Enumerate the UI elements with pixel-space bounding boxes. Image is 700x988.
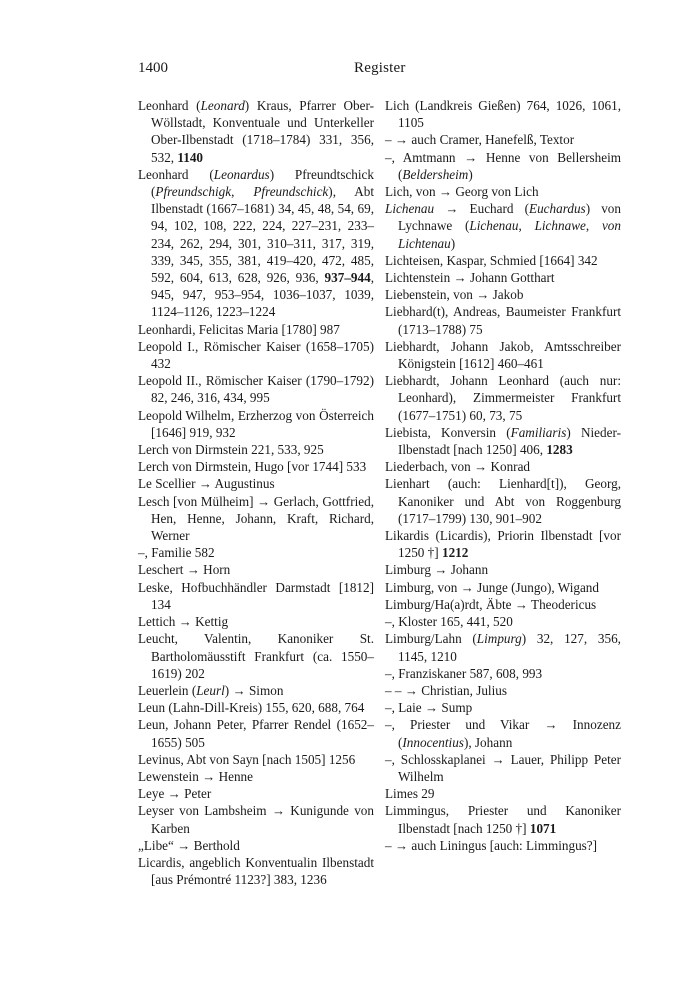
index-entry: Leye → Peter — [138, 786, 212, 802]
index-entry: Limburg, von → Junge (Jungo), Wigand — [385, 579, 599, 595]
index-entry: Likardis (Licardis), Priorin Ilbenstadt [vor 1250 †] 1212 — [385, 528, 621, 561]
index-entry: Leucht, Valentin, Kanoniker St. Bartholomäusstift Frankfurt (ca. 1550–1619) 202 — [138, 631, 374, 681]
index-entry: Liebista, Konversin (Familiaris) Nieder-Ilbenstadt [nach 1250] 406, 1283 — [385, 424, 621, 458]
index-entry: „Libe“ → Berthold — [138, 837, 240, 853]
index-entry: Leonhard (Leonardus) Pfreundtschick (Pfreundschigk, Pfreundschick), Abt Ilbenstadt (1667–1681) 34, 45, 48, 54, 69, 94, 102, 108, 222, 224, 227–231, 233–234, 262, 294, 301, 310–311, 317, 319, 339, 345, 355, 381, 419–420, 472, 485, 592, 604, 613, 628, 926, 936, 937–944, 945, 947, 953–954, 1036–1037, 1039, 1124–1126, 1223–1224 — [138, 166, 375, 320]
index-entry: –, Kloster 165, 441, 520 — [385, 614, 513, 630]
index-entry: Lerch von Dirmstein 221, 533, 925 — [138, 442, 324, 458]
index-entry: Leopold Wilhelm, Erzherzog von Österreich [1646] 919, 932 — [138, 407, 374, 440]
index-column-left — [138, 97, 374, 888]
index-entry: –, Schlosskaplanei → Lauer, Philipp Peter Wilhelm — [385, 751, 621, 784]
page-number: 1400 — [138, 60, 168, 76]
index-entry: Lichteisen, Kaspar, Schmied [1664] 342 — [385, 252, 598, 268]
index-entry: –, Priester und Vikar → Innozenz (Innocentius), Johann — [385, 717, 621, 750]
index-entry: –, Laie → Sump — [385, 700, 473, 716]
index-entry: Leonhard (Leonard) Kraus, Pfarrer Ober-Wöllstadt, Konventuale und Unterkeller Ober-Ilbenstadt (1718–1784) 331, 356, 532, 1140 — [138, 98, 375, 165]
index-entry: Leonhardi, Felicitas Maria [1780] 987 — [138, 321, 340, 337]
index-entry: Leopold I., Römischer Kaiser (1658–1705) 432 — [138, 338, 374, 372]
index-entry: Licardis, angeblich Konventualin Ilbenstadt [aus Prémontré 1123?] 383, 1236 — [138, 854, 374, 888]
index-entry: Lewenstein → Henne — [138, 768, 253, 784]
index-entry: Limmingus, Priester und Kanoniker Ilbenstadt [nach 1250 †] 1071 — [385, 803, 621, 836]
index-entry: Liebhardt, Johann Leonhard (auch nur: Leonhard), Zimmermeister Frankfurt (1677–1751) 60, 73, 75 — [385, 373, 621, 423]
index-entry: Lichtenstein → Johann Gotthart — [385, 270, 555, 286]
index-entry: – → auch Cramer, Hanefelß, Textor — [385, 132, 575, 148]
index-entry: Lienhart (auch: Lienhard[t]), Georg, Kanoniker und Abt von Roggenburg (1717–1799) 130, 901–902 — [385, 476, 621, 526]
index-entry: Limburg/Lahn (Limpurg) 32, 127, 356, 1145, 1210 — [385, 631, 621, 664]
index-entry: Lich, von → Georg von Lich — [385, 184, 539, 200]
index-entry: Leopold II., Römischer Kaiser (1790–1792) 82, 246, 316, 434, 995 — [138, 373, 374, 406]
index-entry: Liebhard(t), Andreas, Baumeister Frankfurt (1713–1788) 75 — [385, 304, 621, 337]
index-entry: –, Amtmann → Henne von Bellersheim (Beldersheim) — [385, 149, 621, 182]
index-entry: Liebenstein, von → Jakob — [385, 287, 524, 303]
index-column-right — [385, 97, 621, 854]
index-entry: Le Scellier → Augustinus — [138, 476, 275, 492]
index-entry: Leschert → Horn — [138, 562, 231, 578]
index-entry: Limburg → Johann — [385, 562, 489, 578]
index-entry: Levinus, Abt von Sayn [nach 1505] 1256 — [138, 751, 356, 767]
index-entry: Limburg/Ha(a)rdt, Äbte → Theodericus — [385, 596, 597, 612]
index-entry: Leun, Johann Peter, Pfarrer Rendel (1652–1655) 505 — [138, 717, 374, 750]
index-entry: Lich (Landkreis Gießen) 764, 1026, 1061, 1105 — [385, 98, 621, 131]
index-entry: Lerch von Dirmstein, Hugo [vor 1744] 533 — [138, 459, 367, 475]
index-entry: Liederbach, von → Konrad — [385, 459, 531, 475]
running-head-title: Register — [354, 60, 406, 76]
index-entry: Leuerlein (Leurl) → Simon — [138, 682, 284, 698]
index-entry: Leske, Hofbuchhändler Darmstadt [1812] 134 — [138, 579, 374, 612]
index-entry: Liebhardt, Johann Jakob, Amtsschreiber Königstein [1612] 460–461 — [385, 338, 621, 372]
index-entry: – → auch Liningus [auch: Limmingus?] — [385, 837, 598, 853]
index-entry: Lettich → Kettig — [138, 614, 229, 630]
index-entry: – – → Christian, Julius — [385, 682, 507, 698]
index-entry: –, Franziskaner 587, 608, 993 — [385, 665, 543, 681]
index-entry: Leyser von Lambsheim → Kunigunde von Karben — [138, 803, 374, 836]
index-entry: –, Familie 582 — [138, 545, 215, 561]
index-entry: Limes 29 — [385, 786, 435, 802]
index-entry: Lichenau → Euchard (Euchardus) von Lychnawe (Lichenau, Lichnawe, von Lichtenau) — [385, 201, 621, 251]
index-entry: Leun (Lahn-Dill-Kreis) 155, 620, 688, 764 — [138, 700, 365, 716]
index-entry: Lesch [von Mülheim] → Gerlach, Gottfried, Hen, Henne, Johann, Kraft, Richard, Werner — [138, 493, 374, 544]
